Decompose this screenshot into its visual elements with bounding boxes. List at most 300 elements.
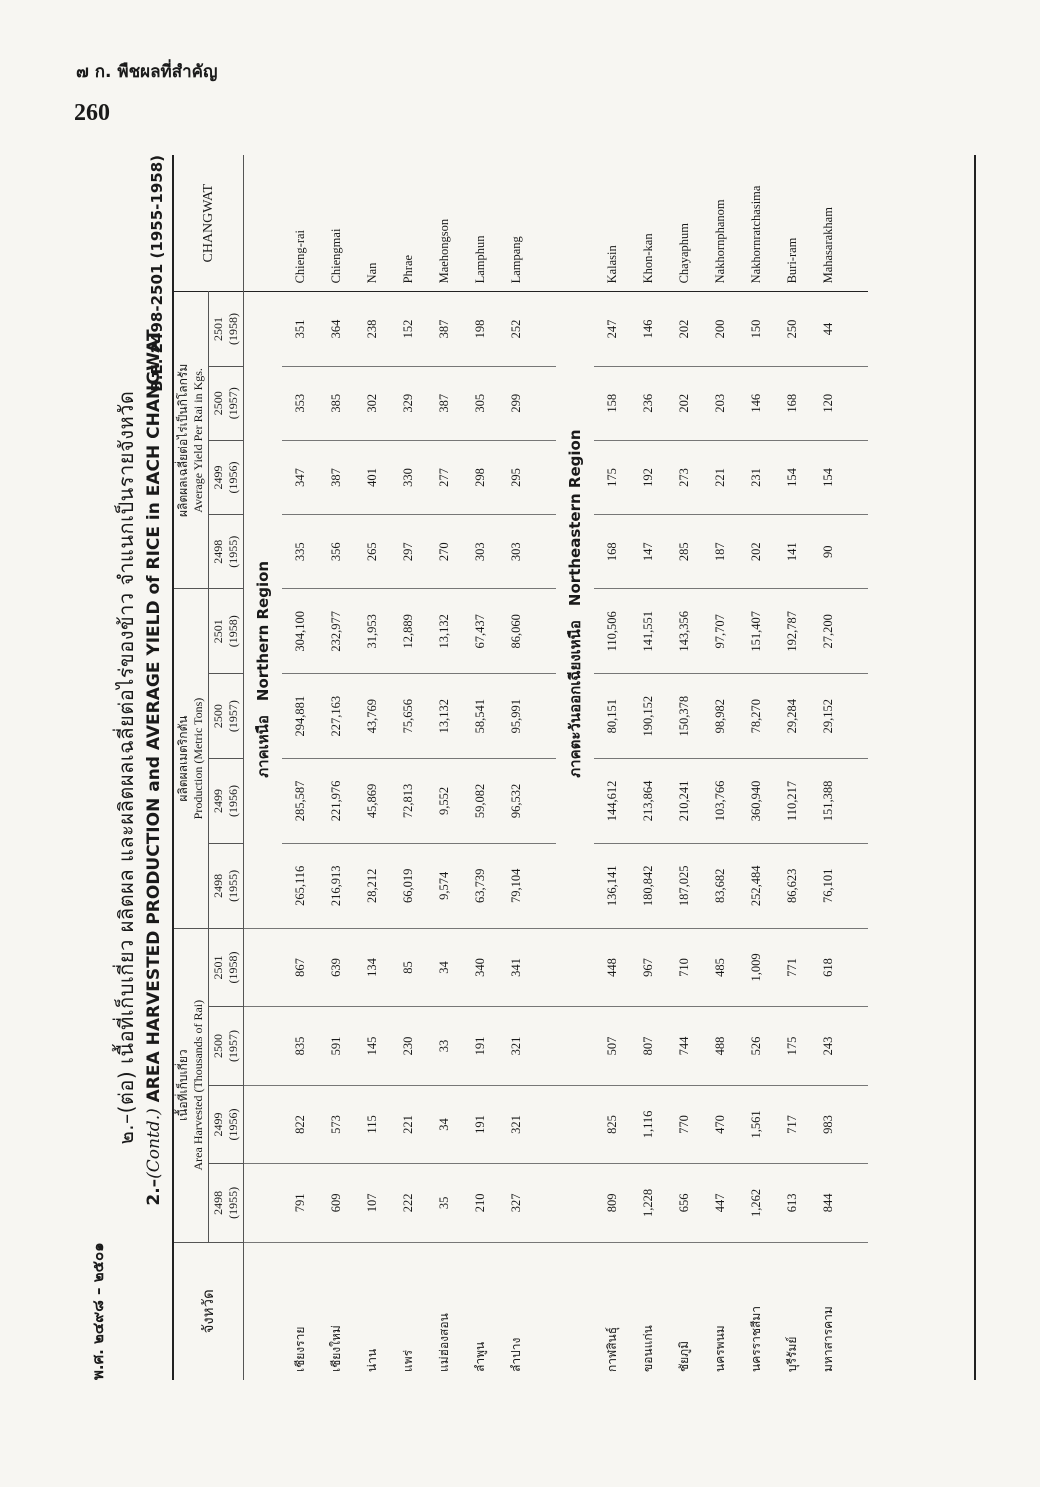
year-header [209, 759, 244, 844]
yield-value: 198 [462, 292, 498, 366]
area-value: 243 [810, 1007, 846, 1085]
production-value: 75,656 [390, 674, 426, 759]
yield-value: 265 [354, 515, 390, 589]
table-row [702, 155, 738, 1380]
year-ad: (1955) [226, 535, 240, 568]
changwat-english: Mahasarakham [810, 155, 846, 292]
changwat-thai: ลำปาง [508, 1337, 523, 1372]
region-blank [556, 155, 594, 292]
changwat-thai: นครราชสีมา [748, 1306, 763, 1372]
header-production: ผลิตผลเมตริกตัน Production (Metric Tons) [174, 589, 209, 928]
area-value: 639 [318, 928, 354, 1007]
region-name-thai: ภาคเหนือ [254, 715, 272, 778]
yield-value: 247 [594, 292, 630, 366]
year-header-row [209, 155, 244, 1380]
section-header: ๗ ก. พืชผลที่สำคัญ [76, 62, 218, 82]
yield-value: 299 [498, 366, 534, 440]
region-blank [244, 1007, 283, 1085]
production-value: 9,574 [426, 843, 462, 928]
spacer-cell [846, 440, 868, 514]
production-value: 13,132 [426, 589, 462, 674]
table-row [738, 155, 774, 1380]
area-value: 591 [318, 1007, 354, 1085]
area-value: 327 [498, 1164, 534, 1242]
production-value: 252,484 [738, 843, 774, 928]
header-changwat-thai: จังหวัด [174, 1242, 244, 1380]
year-be: 2500 [211, 704, 225, 729]
production-value: 29,152 [810, 674, 846, 759]
area-value: 809 [594, 1164, 630, 1242]
spacer-row [534, 155, 556, 1380]
area-value: 222 [390, 1164, 426, 1242]
production-value: 141,551 [630, 589, 666, 674]
yield-value: 202 [738, 515, 774, 589]
year-ad: (1956) [226, 461, 240, 494]
yield-value: 192 [630, 440, 666, 514]
production-value: 151,388 [810, 759, 846, 844]
region-blank [244, 155, 283, 292]
spacer-cell [846, 843, 868, 928]
production-value: 210,241 [666, 759, 702, 844]
area-value: 825 [594, 1085, 630, 1163]
production-value: 13,132 [426, 674, 462, 759]
area-value: 717 [774, 1085, 810, 1163]
area-value: 822 [282, 1085, 318, 1163]
year-ad: (1956) [226, 784, 240, 817]
production-value: 78,270 [738, 674, 774, 759]
yield-value: 335 [282, 515, 318, 589]
area-value: 983 [810, 1085, 846, 1163]
production-value: 221,976 [318, 759, 354, 844]
production-value: 43,769 [354, 674, 390, 759]
production-value: 304,100 [282, 589, 318, 674]
area-value: 1,561 [738, 1085, 774, 1163]
yield-value: 154 [810, 440, 846, 514]
changwat-thai: กาฬสินธุ์ [604, 1326, 619, 1372]
production-value: 110,217 [774, 759, 810, 844]
spacer-cell [534, 155, 556, 292]
changwat-thai: มหาสารคาม [820, 1306, 835, 1372]
area-value: 609 [318, 1164, 354, 1242]
spacer-cell [846, 589, 868, 674]
changwat-english: Maehongson [426, 155, 462, 292]
yield-value: 401 [354, 440, 390, 514]
production-value: 136,141 [594, 843, 630, 928]
year-header [209, 1007, 244, 1085]
changwat-english: Chiengmai [318, 155, 354, 292]
area-value: 134 [354, 928, 390, 1007]
year-be: 2498 [211, 873, 225, 898]
area-value: 191 [462, 1085, 498, 1163]
spacer-cell [846, 928, 868, 1007]
yield-value: 270 [426, 515, 462, 589]
year-header [209, 515, 244, 589]
production-value: 360,940 [738, 759, 774, 844]
yield-value: 364 [318, 292, 354, 366]
production-value: 58,541 [462, 674, 498, 759]
year-header [209, 928, 244, 1007]
production-value: 265,116 [282, 843, 318, 928]
changwat-english: Phrae [390, 155, 426, 292]
production-value: 285,587 [282, 759, 318, 844]
production-value: 80,151 [594, 674, 630, 759]
header-changwat-english: CHANGWAT [174, 155, 244, 292]
yield-value: 90 [810, 515, 846, 589]
region-row [556, 155, 594, 1380]
period-label: B.E. 2498-2501 (1955-1958) [148, 155, 166, 392]
production-value: 192,787 [774, 589, 810, 674]
yield-value: 154 [774, 440, 810, 514]
year-header [209, 366, 244, 440]
year-ad: (1958) [226, 951, 240, 984]
production-value: 86,060 [498, 589, 534, 674]
yield-value: 202 [666, 292, 702, 366]
production-value: 72,813 [390, 759, 426, 844]
area-value: 341 [498, 928, 534, 1007]
production-value: 151,407 [738, 589, 774, 674]
spacer-cell [534, 1085, 556, 1163]
spacer-cell [534, 589, 556, 674]
spacer-cell [846, 292, 868, 366]
production-value: 59,082 [462, 759, 498, 844]
yield-value: 200 [702, 292, 738, 366]
production-value: 29,284 [774, 674, 810, 759]
area-value: 321 [498, 1007, 534, 1085]
area-value: 967 [630, 928, 666, 1007]
spacer-cell [846, 759, 868, 844]
year-ad: (1955) [226, 869, 240, 902]
spacer-cell [534, 440, 556, 514]
year-ad: (1958) [226, 313, 240, 346]
yield-value: 387 [318, 440, 354, 514]
yield-value: 356 [318, 515, 354, 589]
production-value: 9,552 [426, 759, 462, 844]
changwat-english: Kalasin [594, 155, 630, 292]
area-value: 447 [702, 1164, 738, 1242]
production-value: 294,881 [282, 674, 318, 759]
yield-value: 303 [462, 515, 498, 589]
region-blank [556, 928, 594, 1007]
area-value: 175 [774, 1007, 810, 1085]
area-value: 844 [810, 1164, 846, 1242]
yield-value: 146 [630, 292, 666, 366]
area-value: 34 [426, 1085, 462, 1163]
year-be: 2498 [211, 539, 225, 564]
table-row [498, 155, 534, 1380]
table-row [594, 155, 630, 1380]
region-blank [556, 1085, 594, 1163]
area-value: 470 [702, 1085, 738, 1163]
spacer-cell [534, 674, 556, 759]
yield-value: 330 [390, 440, 426, 514]
table-row [426, 155, 462, 1380]
year-ad: (1957) [226, 1029, 240, 1062]
region-blank [556, 1242, 594, 1380]
spacer-cell [534, 928, 556, 1007]
production-value: 95,991 [498, 674, 534, 759]
area-value: 485 [702, 928, 738, 1007]
area-value: 656 [666, 1164, 702, 1242]
region-blank [244, 928, 283, 1007]
changwat-english: Buri-ram [774, 155, 810, 292]
yield-value: 231 [738, 440, 774, 514]
spacer-cell [534, 366, 556, 440]
table-row [810, 155, 846, 1380]
rotated-table-sheet [80, 155, 980, 1380]
changwat-english: Lamphun [462, 155, 498, 292]
rice-table [174, 155, 868, 1380]
year-header [209, 1085, 244, 1163]
area-value: 867 [282, 928, 318, 1007]
spacer-cell [846, 674, 868, 759]
yield-value: 297 [390, 515, 426, 589]
table-body [244, 155, 869, 1380]
year-ad: (1957) [226, 387, 240, 420]
yield-value: 202 [666, 366, 702, 440]
yield-value: 203 [702, 366, 738, 440]
header-area: เนื้อที่เก็บเกี่ยว Area Harvested (Thousands of Rai) [174, 928, 209, 1242]
spacer-row [846, 155, 868, 1380]
production-value: 232,977 [318, 589, 354, 674]
region-blank [556, 1007, 594, 1085]
spacer-cell [534, 759, 556, 844]
area-value: 791 [282, 1164, 318, 1242]
year-be: 2500 [211, 1033, 225, 1058]
area-value: 191 [462, 1007, 498, 1085]
changwat-english: Chayaphum [666, 155, 702, 292]
year-be: 2501 [211, 955, 225, 980]
yield-value: 168 [774, 366, 810, 440]
area-value: 507 [594, 1007, 630, 1085]
production-value: 63,739 [462, 843, 498, 928]
yield-value: 298 [462, 440, 498, 514]
changwat-thai: น่าน [364, 1348, 379, 1372]
spacer-cell [846, 1085, 868, 1163]
production-value: 79,104 [498, 843, 534, 928]
yield-value: 168 [594, 515, 630, 589]
yield-value: 158 [594, 366, 630, 440]
production-value: 86,623 [774, 843, 810, 928]
year-ad: (1956) [226, 1108, 240, 1141]
area-value: 1,262 [738, 1164, 774, 1242]
changwat-thai: ขอนแก่น [640, 1325, 655, 1372]
year-ad: (1957) [226, 700, 240, 733]
yield-value: 221 [702, 440, 738, 514]
region-blank [244, 1242, 283, 1380]
yield-value: 187 [702, 515, 738, 589]
production-value: 31,953 [354, 589, 390, 674]
changwat-english: Nakhornratchasima [738, 155, 774, 292]
area-value: 321 [498, 1085, 534, 1163]
year-be: 2499 [211, 1112, 225, 1137]
yield-value: 329 [390, 366, 426, 440]
region-name-thai: ภาคตะวันออกเฉียงเหนือ [566, 620, 584, 778]
area-value: 770 [666, 1085, 702, 1163]
production-value: 67,437 [462, 589, 498, 674]
yield-value: 44 [810, 292, 846, 366]
table-row [666, 155, 702, 1380]
area-value: 115 [354, 1085, 390, 1163]
production-value: 150,378 [666, 674, 702, 759]
title-main: AREA HARVESTED PRODUCTION and AVERAGE YIELD of RICE in EACH CHANGWAT [144, 329, 164, 1109]
year-ad: (1955) [226, 1186, 240, 1219]
changwat-thai: นครพนม [712, 1325, 727, 1372]
area-value: 488 [702, 1007, 738, 1085]
production-value: 97,707 [702, 589, 738, 674]
area-value: 1,009 [738, 928, 774, 1007]
yield-value: 152 [390, 292, 426, 366]
production-value: 103,766 [702, 759, 738, 844]
production-value: 180,842 [630, 843, 666, 928]
production-value: 83,682 [702, 843, 738, 928]
year-header [209, 589, 244, 674]
area-value: 744 [666, 1007, 702, 1085]
year-be: 2499 [211, 788, 225, 813]
page-number: 260 [74, 100, 110, 126]
changwat-english: Nakhornphanom [702, 155, 738, 292]
yield-value: 141 [774, 515, 810, 589]
area-value: 230 [390, 1007, 426, 1085]
table-row [774, 155, 810, 1380]
yield-value: 150 [738, 292, 774, 366]
production-value: 27,200 [810, 589, 846, 674]
yield-value: 385 [318, 366, 354, 440]
changwat-thai: บุรีรัมย์ [784, 1336, 799, 1372]
spacer-cell [534, 843, 556, 928]
yield-value: 277 [426, 440, 462, 514]
year-be: 2499 [211, 465, 225, 490]
year-ad: (1958) [226, 615, 240, 648]
changwat-thai: เชียงใหม่ [328, 1325, 343, 1372]
yield-value: 273 [666, 440, 702, 514]
yield-value: 175 [594, 440, 630, 514]
rice-table-frame [172, 155, 976, 1380]
year-header [209, 674, 244, 759]
changwat-english: Khon-kan [630, 155, 666, 292]
changwat-thai: ลำพูน [472, 1341, 487, 1372]
production-value: 143,356 [666, 589, 702, 674]
be-range-label: พ.ศ. ๒๔๙๘ – ๒๕๐๑ [89, 1242, 107, 1380]
region-blank [556, 1164, 594, 1242]
area-value: 618 [810, 928, 846, 1007]
spacer-cell [846, 1164, 868, 1242]
table-row [630, 155, 666, 1380]
spacer-cell [534, 1164, 556, 1242]
production-value: 216,913 [318, 843, 354, 928]
production-value: 213,864 [630, 759, 666, 844]
yield-value: 120 [810, 366, 846, 440]
production-value: 190,152 [630, 674, 666, 759]
yield-value: 347 [282, 440, 318, 514]
area-value: 1,116 [630, 1085, 666, 1163]
production-value: 28,212 [354, 843, 390, 928]
yield-value: 387 [426, 292, 462, 366]
spacer-cell [534, 515, 556, 589]
area-value: 221 [390, 1085, 426, 1163]
yield-value: 236 [630, 366, 666, 440]
year-be: 2501 [211, 317, 225, 342]
area-value: 210 [462, 1164, 498, 1242]
table-row [390, 155, 426, 1380]
yield-value: 285 [666, 515, 702, 589]
area-value: 85 [390, 928, 426, 1007]
production-value: 110,506 [594, 589, 630, 674]
yield-value: 147 [630, 515, 666, 589]
yield-value: 238 [354, 292, 390, 366]
changwat-english: Nan [354, 155, 390, 292]
changwat-thai: ชัยภูมิ [676, 1341, 691, 1372]
title-contd: (Contd.) [144, 1108, 164, 1179]
region-row [244, 155, 283, 1380]
yield-value: 302 [354, 366, 390, 440]
region-name-english: Northeastern Region [566, 429, 584, 607]
area-value: 710 [666, 928, 702, 1007]
area-value: 1,228 [630, 1164, 666, 1242]
table-row [318, 155, 354, 1380]
area-value: 33 [426, 1007, 462, 1085]
area-value: 35 [426, 1164, 462, 1242]
yield-value: 351 [282, 292, 318, 366]
production-value: 227,163 [318, 674, 354, 759]
changwat-thai: เชียงราย [292, 1326, 307, 1372]
spacer-cell [534, 1007, 556, 1085]
year-header [209, 1164, 244, 1242]
spacer-cell [846, 366, 868, 440]
region-label [556, 292, 594, 928]
yield-value: 252 [498, 292, 534, 366]
spacer-cell [846, 515, 868, 589]
area-value: 771 [774, 928, 810, 1007]
yield-value: 387 [426, 366, 462, 440]
production-value: 144,612 [594, 759, 630, 844]
yield-value: 303 [498, 515, 534, 589]
yield-value: 305 [462, 366, 498, 440]
year-header [209, 843, 244, 928]
yield-value: 295 [498, 440, 534, 514]
spacer-cell [846, 1007, 868, 1085]
table-row [354, 155, 390, 1380]
year-be: 2500 [211, 391, 225, 416]
production-value: 96,532 [498, 759, 534, 844]
spacer-cell [846, 155, 868, 292]
area-value: 613 [774, 1164, 810, 1242]
area-value: 807 [630, 1007, 666, 1085]
year-be: 2501 [211, 619, 225, 644]
production-value: 76,101 [810, 843, 846, 928]
area-value: 107 [354, 1164, 390, 1242]
table-row [282, 155, 318, 1380]
region-name-english: Northern Region [254, 560, 272, 702]
production-value: 12,889 [390, 589, 426, 674]
table-row [462, 155, 498, 1380]
region-label [244, 292, 283, 928]
yield-value: 353 [282, 366, 318, 440]
spacer-cell [534, 1242, 556, 1380]
year-header [209, 440, 244, 514]
year-be: 2498 [211, 1190, 225, 1215]
yield-value: 250 [774, 292, 810, 366]
year-header [209, 292, 244, 366]
spacer-cell [534, 292, 556, 366]
header-yield: ผลิตผลเฉลี่ยต่อไร่เป็นกิโลกรัม Average Yield Per Rai in Kgs. [174, 292, 209, 589]
production-value: 66,019 [390, 843, 426, 928]
region-blank [244, 1085, 283, 1163]
area-value: 340 [462, 928, 498, 1007]
production-value: 98,982 [702, 674, 738, 759]
table-title-thai: ๒.–(ต่อ) เนื้อที่เก็บเกี่ยว ผลิตผล และผลิตผลเฉลี่ยต่อไร่ของข้าว จำแนกเป็นรายจังหวัด [114, 390, 138, 1145]
production-value: 45,869 [354, 759, 390, 844]
area-value: 34 [426, 928, 462, 1007]
